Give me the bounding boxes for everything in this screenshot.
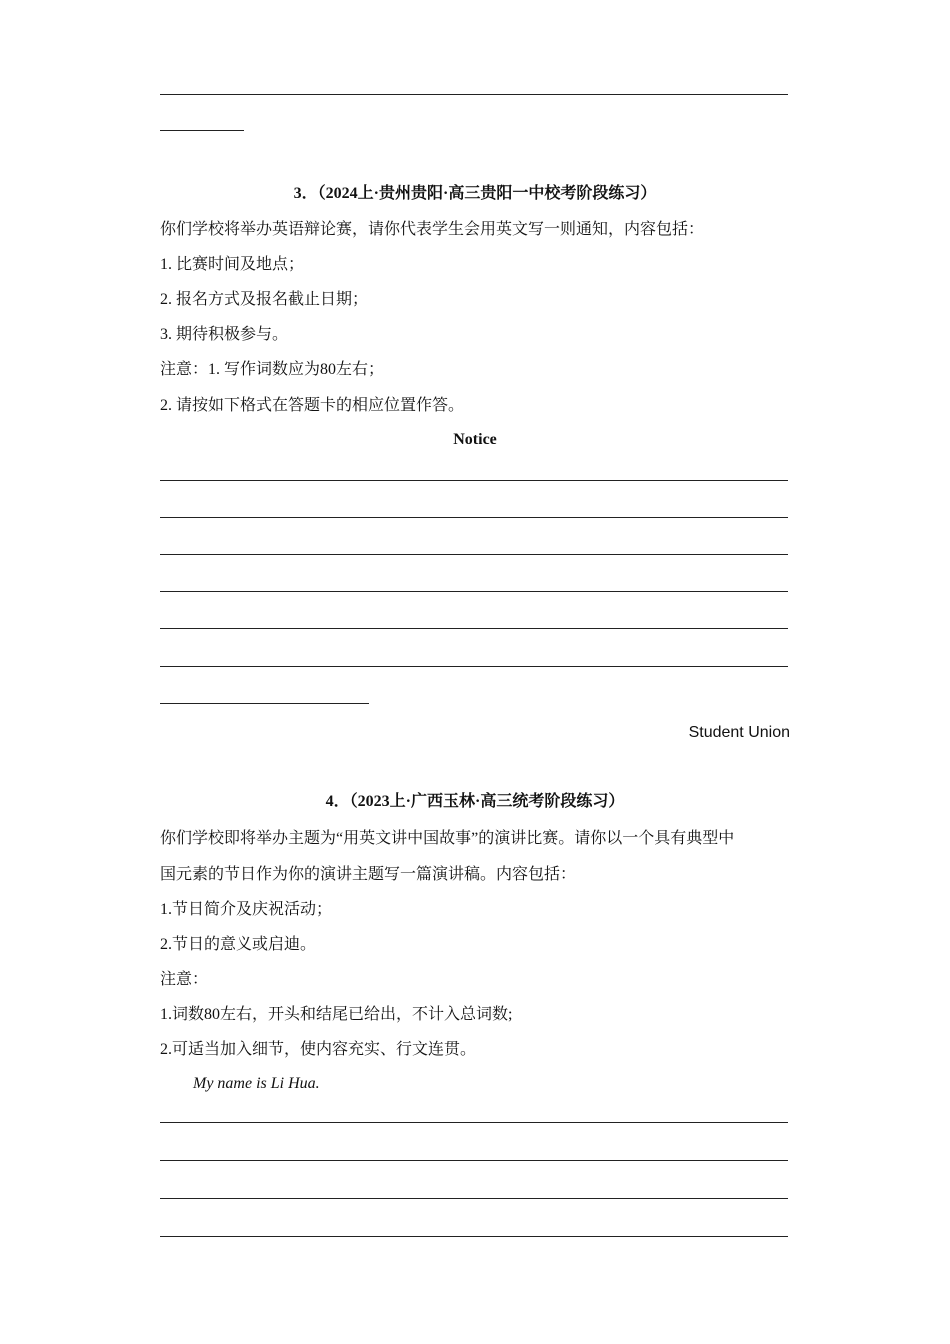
q4-heading: 4．（2023上·广西玉林·高三统考阶段练习） xyxy=(325,793,625,810)
answer-line xyxy=(160,1160,788,1161)
q4-point-1: 1.节日简介及庆祝活动； xyxy=(160,901,333,918)
q3-note-1: 注意：1. 写作词数应为80左右； xyxy=(160,361,385,378)
q4-point-2: 2.节日的意义或启迪。 xyxy=(160,936,317,953)
q3-point-1: 1. 比赛时间及地点； xyxy=(160,256,305,273)
answer-line-short xyxy=(160,130,244,131)
answer-line xyxy=(160,1198,788,1199)
answer-line xyxy=(160,1122,788,1123)
q3-point-3: 3. 期待积极参与。 xyxy=(160,326,289,343)
q3-heading: 3．（2024上·贵州贵阳·高三贵阳一中校考阶段练习） xyxy=(293,185,657,202)
q4-note-2: 2.可适当加入细节，使内容充实、行文连贯。 xyxy=(160,1041,477,1058)
answer-line-short xyxy=(160,703,369,704)
answer-line xyxy=(160,517,788,518)
q3-notice-title: Notice xyxy=(453,431,497,448)
q4-notes-label: 注意： xyxy=(160,971,209,988)
q4-prompt-line-2: 国元素的节日作为你的演讲主题写一篇演讲稿。内容包括： xyxy=(160,866,577,883)
q3-signature: Student Union xyxy=(688,724,790,741)
q4-prompt-line-1: 你们学校即将举办主题为“用英文讲中国故事”的演讲比赛。请你以一个具有典型中 xyxy=(160,830,735,847)
q3-note-2: 2. 请按如下格式在答题卡的相应位置作答。 xyxy=(160,397,465,414)
answer-line xyxy=(160,666,788,667)
answer-line xyxy=(160,94,788,95)
answer-line xyxy=(160,591,788,592)
answer-line xyxy=(160,1236,788,1237)
q3-point-2: 2. 报名方式及报名截止日期； xyxy=(160,291,369,308)
q4-opening-line: My name is Li Hua. xyxy=(193,1075,320,1092)
q3-prompt: 你们学校将举办英语辩论赛，请你代表学生会用英文写一则通知，内容包括： xyxy=(160,221,705,238)
answer-line xyxy=(160,628,788,629)
q4-note-1: 1.词数80左右，开头和结尾已给出，不计入总词数; xyxy=(160,1006,513,1023)
answer-line xyxy=(160,480,788,481)
answer-line xyxy=(160,554,788,555)
